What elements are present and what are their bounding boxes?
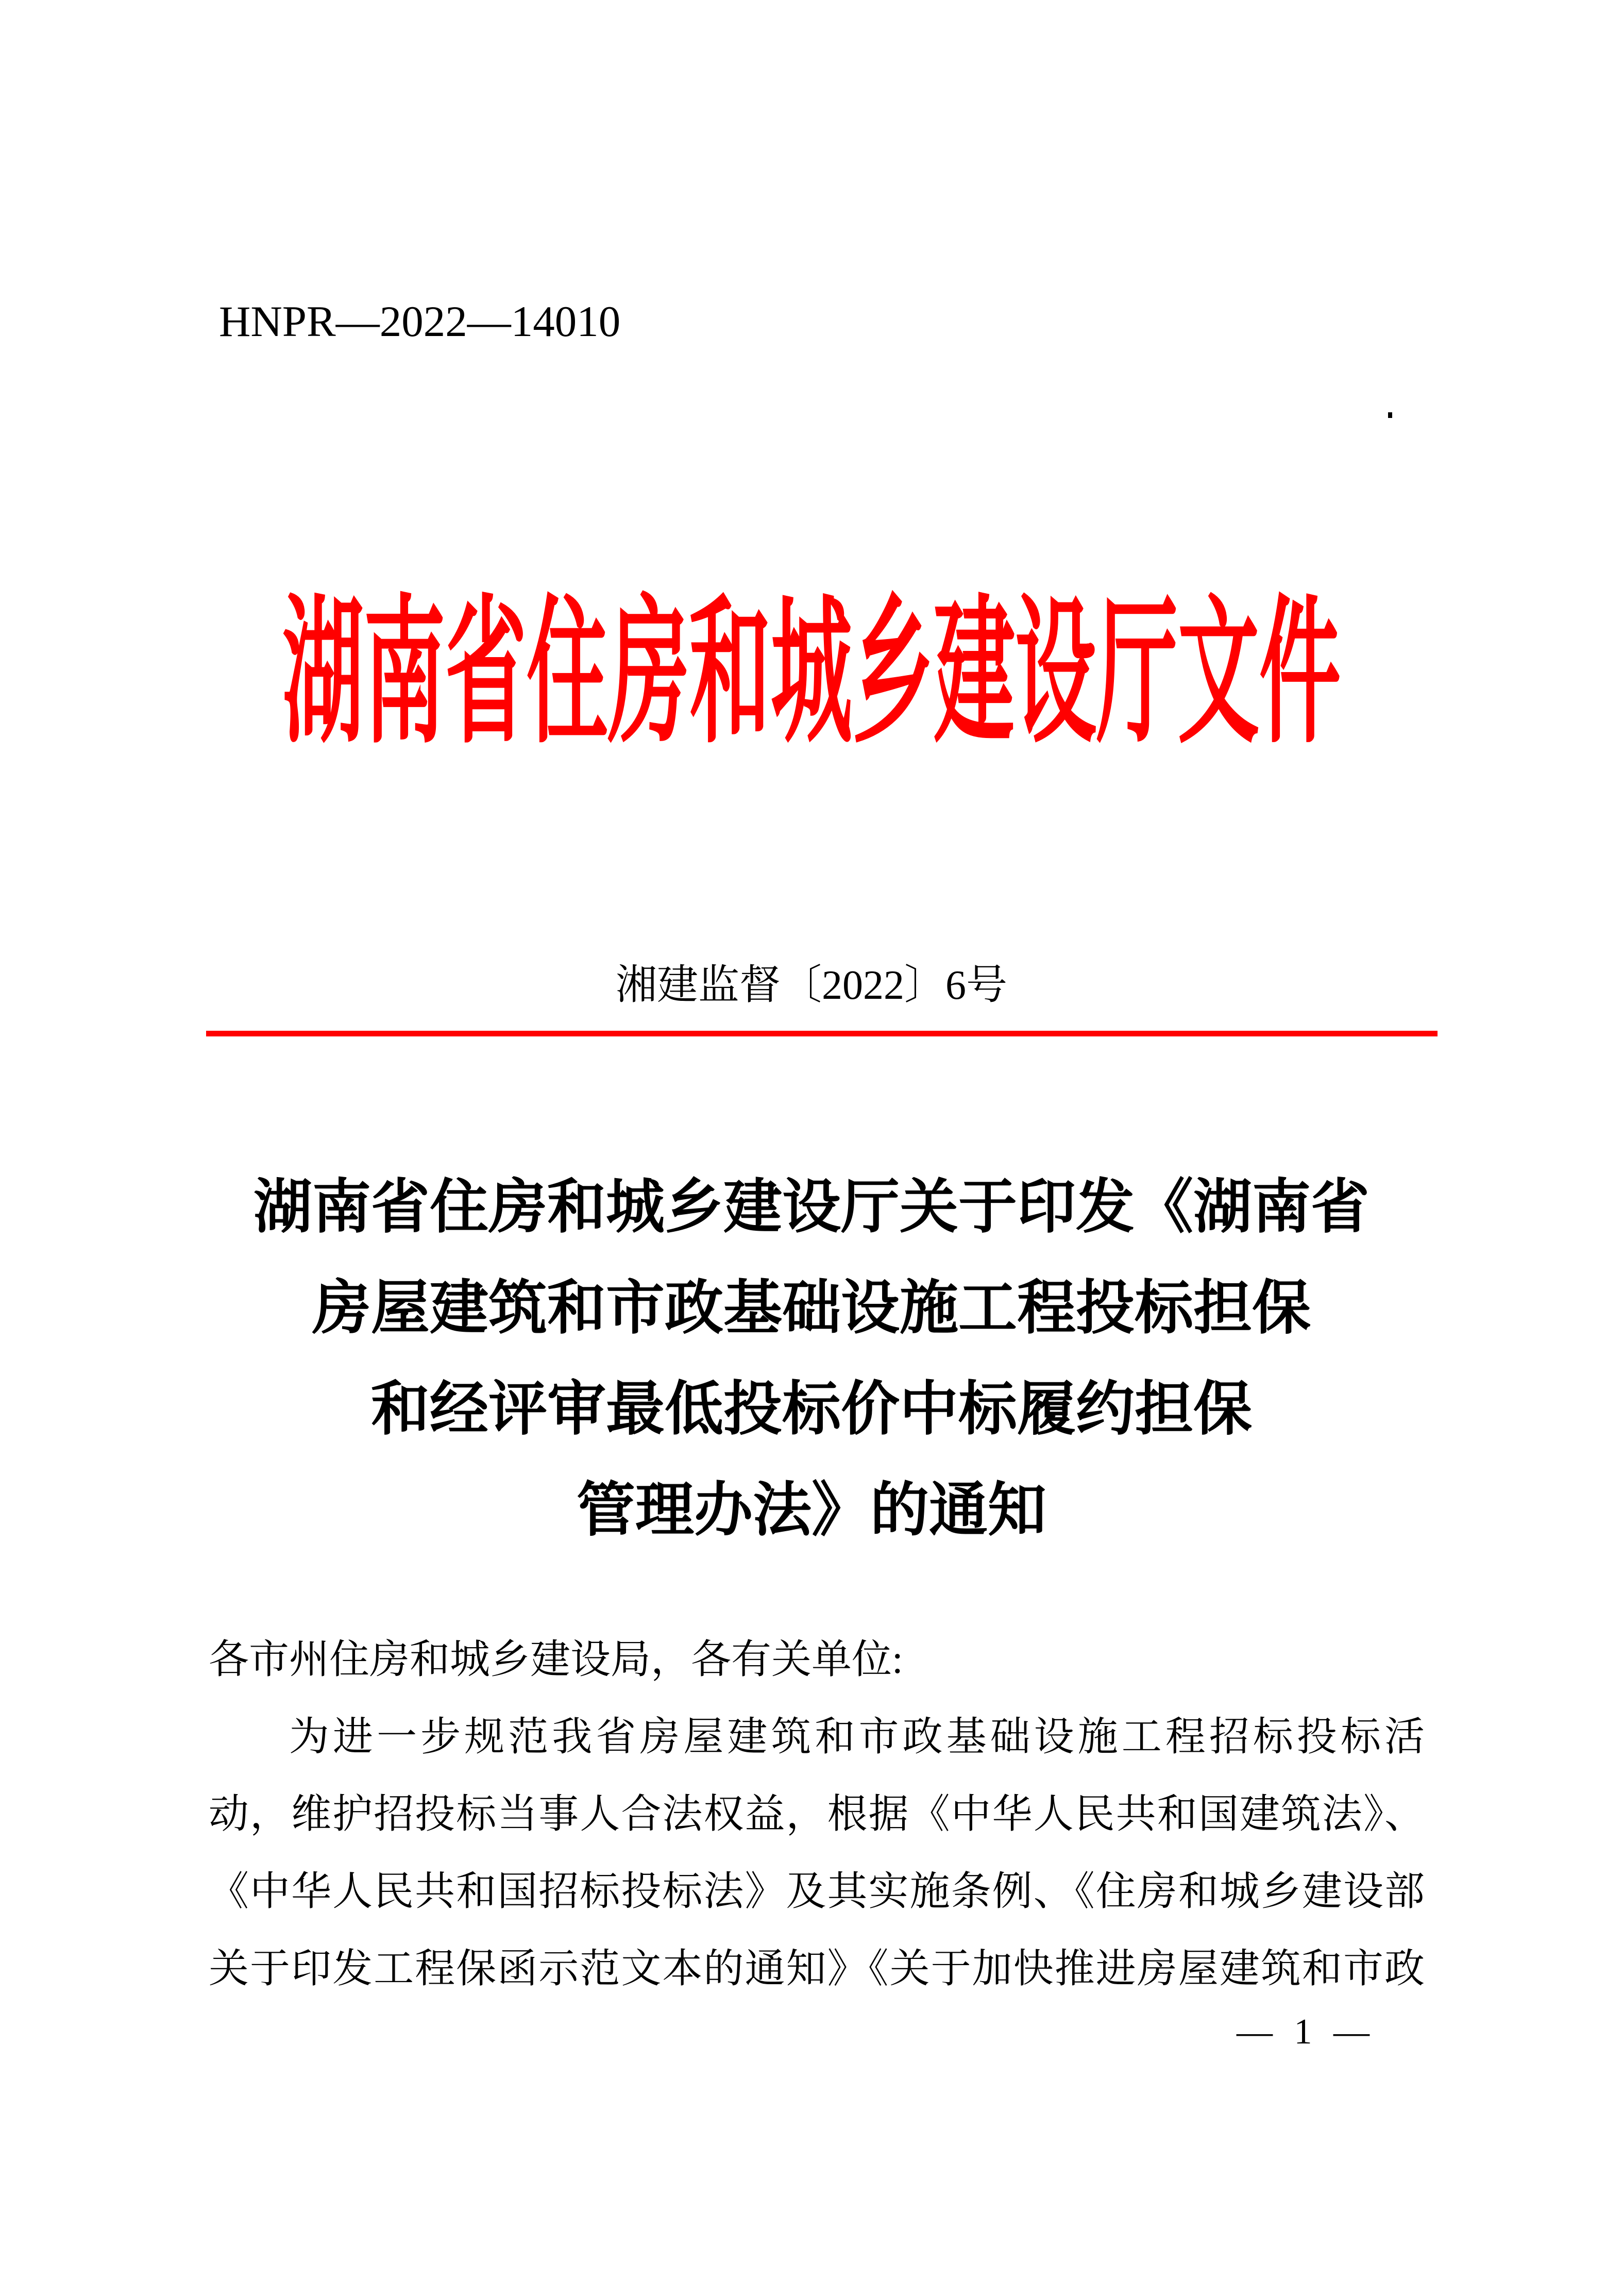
body-line-3: 《中华人民共和国招标投标法》及其实施条例、《住房和城乡建设部	[209, 1869, 1425, 1914]
document-title	[0, 1157, 1623, 1561]
issue-number: 湘建监督〔2022〕6号	[616, 963, 1007, 1008]
letterhead-banner	[0, 586, 1623, 763]
red-divider-rule	[206, 1031, 1438, 1036]
body-line-4: 关于印发工程保函示范文本的通知》《关于加快推进房屋建筑和市政	[209, 1946, 1425, 1991]
filing-code: HNPR—2022—14010	[219, 297, 621, 346]
body-text	[209, 1621, 1425, 2007]
body-line-2: 动，维护招投标当事人合法权益，根据《中华人民共和国建筑法》、	[209, 1791, 1425, 1836]
document-title-line-4: 管理办法》的通知	[576, 1478, 1046, 1543]
document-title-line-2: 房屋建筑和市政基础设施工程投标担保	[312, 1276, 1311, 1341]
stray-dot-mark	[1388, 412, 1392, 418]
letterhead-banner-text: 湖南省住房和城乡建设厅文件	[282, 586, 1341, 763]
document-title-line-3: 和经评审最低投标价中标履约担保	[370, 1377, 1252, 1442]
body-line-1: 为进一步规范我省房屋建筑和市政基础设施工程招标投标活	[289, 1714, 1425, 1759]
document-title-line-1: 湖南省住房和城乡建设厅关于印发《湖南省	[253, 1175, 1370, 1240]
salutation-line: 各市州住房和城乡建设局，各有关单位:	[209, 1637, 903, 1682]
page-number: — 1 —	[1237, 2012, 1376, 2052]
